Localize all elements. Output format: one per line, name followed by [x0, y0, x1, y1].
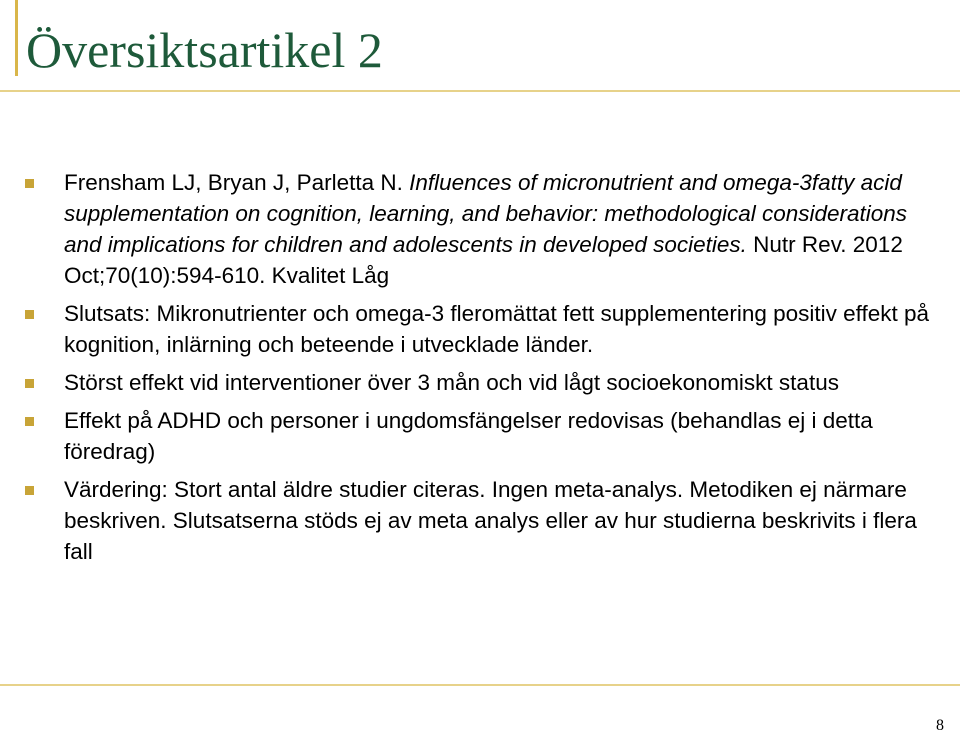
bullet-square-icon — [25, 417, 34, 426]
bullet-text: Värdering: Stort antal äldre studier citeras. Ingen meta-analys. Metodiken ej närmare beskriven. Slutsatserna stöds ej av meta analys eller av hur studierna beskrivits i flera fall — [64, 477, 917, 564]
footer-divider — [0, 684, 960, 686]
bullet-text: Slutsats: Mikronutrienter och omega-3 fleromättat fett supplementering positiv effekt på kognition, inlärning och beteende i utvecklade länder. — [64, 301, 930, 357]
bullet-evaluation — [0, 474, 960, 567]
bullet-largest-effect — [0, 367, 960, 398]
bullet-conclusion — [0, 298, 960, 360]
bullet-list — [0, 167, 960, 574]
bullet-square-icon — [25, 486, 34, 495]
bullet-text: Effekt på ADHD och personer i ungdomsfängelser redovisas (behandlas ej i detta föredrag) — [64, 408, 873, 464]
title-divider — [0, 90, 960, 92]
page-number: 8 — [936, 717, 944, 734]
bullet-adhd — [0, 405, 960, 467]
bullet-square-icon — [25, 179, 34, 188]
reference-title: Influences of micronutrient and omega-3fatty acid supplementation on cognition, learning, and behavior: methodological considerations and implications for children and adolescents in developed societies. — [64, 170, 908, 257]
bullet-reference — [0, 167, 960, 291]
reference-journal-quality: Nutr Rev. 2012 Oct;70(10):594-610. Kvalitet Låg — [64, 232, 903, 288]
bullet-square-icon — [25, 379, 34, 388]
bullet-square-icon — [25, 310, 34, 319]
title-accent-line — [15, 0, 18, 76]
slide-title: Översiktsartikel 2 — [26, 22, 383, 78]
bullet-text: Störst effekt vid interventioner över 3 mån och vid lågt socioekonomiskt status — [64, 370, 839, 395]
reference-authors: Frensham LJ, Bryan J, Parletta N. — [64, 170, 410, 195]
